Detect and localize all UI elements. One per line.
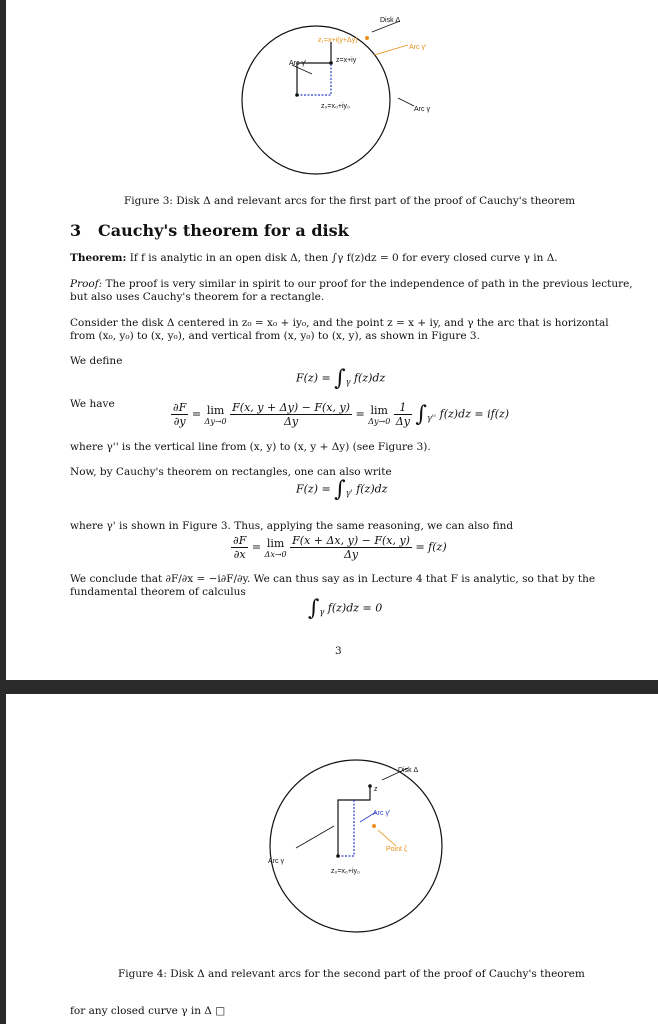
theorem-label: Theorem: [70, 252, 127, 264]
consider-line-2: from (x₀, y₀) to (x, y₀), and vertical from (x, y₀) to (x, y), as shown in Figure 3. [70, 330, 480, 342]
dFdx-diff-frac [290, 534, 412, 561]
where-gamma-prime: where γ' is shown in Figure 3. Thus, applying the same reasoning, we can also find [70, 520, 514, 532]
eq-Fp-lhs: F(z) = [296, 482, 331, 496]
now-by-cauchy: Now, by Cauchy's theorem on rectangles, one can also write [70, 466, 392, 478]
label-point-zeta: Point ζ [386, 846, 407, 853]
dFdy-diff-num: F(x, y + Δy) − F(x, y) [232, 401, 350, 414]
integral-sign: ∫ [415, 402, 427, 427]
figure-4-diagram [246, 756, 486, 936]
eq-Fp-rhs: f(z)dz [356, 482, 388, 496]
consider-line-1: Consider the disk Δ centered in z₀ = x₀ + iy₀, and the point z = x + iy, and γ the arc that is horizontal [70, 317, 609, 329]
dFdy-eq2: = [355, 407, 365, 421]
theorem [70, 252, 558, 265]
conclude-line-2: fundamental theorem of calculus [70, 586, 246, 598]
dFdx-lim [265, 537, 287, 559]
eq-F-sub: γ [345, 377, 351, 387]
integral-sign: ∫ [334, 366, 346, 391]
dFdy-lim2 [368, 404, 390, 426]
document-page-4 [6, 694, 658, 1024]
conclude-line-1: We conclude that ∂F/∂x = −i∂F/∂y. We can thus say as in Lecture 4 that F is analytic, so that by the [70, 573, 596, 585]
label-arc-gamma-prime-left: Arc γ' [289, 60, 307, 67]
label-z: z [374, 786, 378, 793]
section-number: 3 [70, 221, 82, 240]
label-arc-gamma-prime-right: Arc γ' [409, 44, 427, 51]
label-z: z=x+iy [336, 57, 357, 64]
point-z1 [365, 36, 369, 40]
dFdx-eq1: = [251, 540, 262, 554]
label-disk: Disk Δ [380, 17, 401, 24]
dFdy-diff-frac [230, 401, 352, 428]
section-title: Cauchy's theorem for a disk [98, 221, 349, 240]
dFdx-lim-text: lim [266, 536, 285, 550]
dFdy-eq1: = [191, 407, 202, 421]
disk-circle [270, 760, 442, 932]
dFdx-frac [231, 534, 248, 561]
dFdx-diff-num: F(x + Δx, y) − F(x, y) [292, 534, 410, 547]
label-z0: z₀=x₀+iy₀ [321, 103, 350, 110]
eq-Fp-sub: γ' [345, 488, 353, 498]
proof-text-1: The proof is very similar in spirit to our proof for the independence of path in the previous lecture, [105, 278, 633, 290]
dFdx-diff-den: Δy [343, 548, 359, 561]
label-arc-gamma-prime: Arc γ' [373, 810, 391, 817]
equation-dFdx [231, 534, 447, 561]
point-z [368, 784, 372, 788]
where-gamma-double-prime: where γ'' is the vertical line from (x, y) to (x, y + Δy) (see Figure 3). [70, 441, 431, 453]
label-arc-gamma: Arc γ [268, 858, 284, 865]
equation-final [308, 596, 382, 621]
proof-label: Proof: [70, 278, 103, 290]
proof-line-2: but also uses Cauchy's theorem for a rectangle. [70, 291, 325, 303]
dFdy-den: ∂y [173, 415, 186, 428]
arc-gamma-prime-arrow [374, 45, 408, 55]
integral-sign: ∫ [308, 596, 320, 621]
dFdy-lim2-sub: Δy→0 [368, 416, 391, 426]
equation-dFdy [171, 401, 509, 428]
proof-line-1 [70, 278, 633, 291]
dFdy-one: 1 [394, 401, 412, 415]
eq-F-lhs: F(z) = [296, 371, 331, 385]
dFdy-rhs: f(z)dz = if(z) [439, 407, 510, 421]
dFdy-lim-text: lim [206, 403, 225, 417]
eq-final-sub: γ [319, 607, 325, 617]
dFdx-num: ∂F [233, 534, 247, 547]
dFdy-one-frac [394, 401, 412, 428]
label-disk: Disk Δ [398, 767, 419, 774]
arc-gamma-prime-path [338, 800, 354, 856]
point-zeta [372, 824, 376, 828]
page-number: 3 [335, 645, 342, 657]
label-z1: z₁=x+i(y+Δy) [318, 37, 358, 44]
dFdx-den: ∂x [233, 548, 246, 561]
figure-3-caption: Figure 3: Disk Δ and relevant arcs for the first part of the proof of Cauchy's theorem [124, 195, 576, 207]
equation-F-gamma [296, 366, 385, 391]
figure-4-caption: Figure 4: Disk Δ and relevant arcs for the second part of the proof of Cauchy's theorem [118, 968, 585, 980]
integral-sign: ∫ [334, 477, 346, 502]
dFdy-frac [171, 401, 188, 428]
disk-circle [242, 26, 390, 174]
arc-gamma-arrow [296, 826, 334, 848]
we-define: We define [70, 355, 123, 367]
point-z0 [295, 93, 299, 97]
arc-gamma-arrow [398, 98, 414, 106]
dFdy-num: ∂F [173, 401, 187, 414]
label-arc-gamma: Arc γ [414, 106, 430, 113]
dFdy-lim-sub: Δy→0 [204, 416, 227, 426]
dFdy-lim [205, 404, 227, 426]
point-z0 [336, 854, 340, 858]
dFdy-int-sub: γ'' [426, 413, 437, 423]
document-page-3 [6, 0, 658, 680]
dFdx-rhs: = f(z) [415, 540, 447, 554]
point-z [329, 61, 333, 65]
we-have: We have [70, 398, 115, 410]
equation-F-gamma-prime [296, 477, 387, 502]
label-z0: z₀=x₀+iy₀ [331, 868, 360, 875]
dFdx-lim-sub: Δx→0 [264, 549, 287, 559]
closing-line: for any closed curve γ in Δ □ [70, 1005, 226, 1017]
dFdy-dy: Δy [395, 415, 410, 428]
theorem-text: If f is analytic in an open disk Δ, then ∫γ f(z)dz = 0 for every closed curve γ in Δ. [129, 252, 558, 264]
dFdy-diff-den: Δy [283, 415, 299, 428]
dFdy-lim2-text: lim [370, 403, 388, 417]
eq-final-rhs: f(z)dz = 0 [327, 601, 383, 615]
eq-F-rhs: f(z)dz [353, 371, 386, 385]
